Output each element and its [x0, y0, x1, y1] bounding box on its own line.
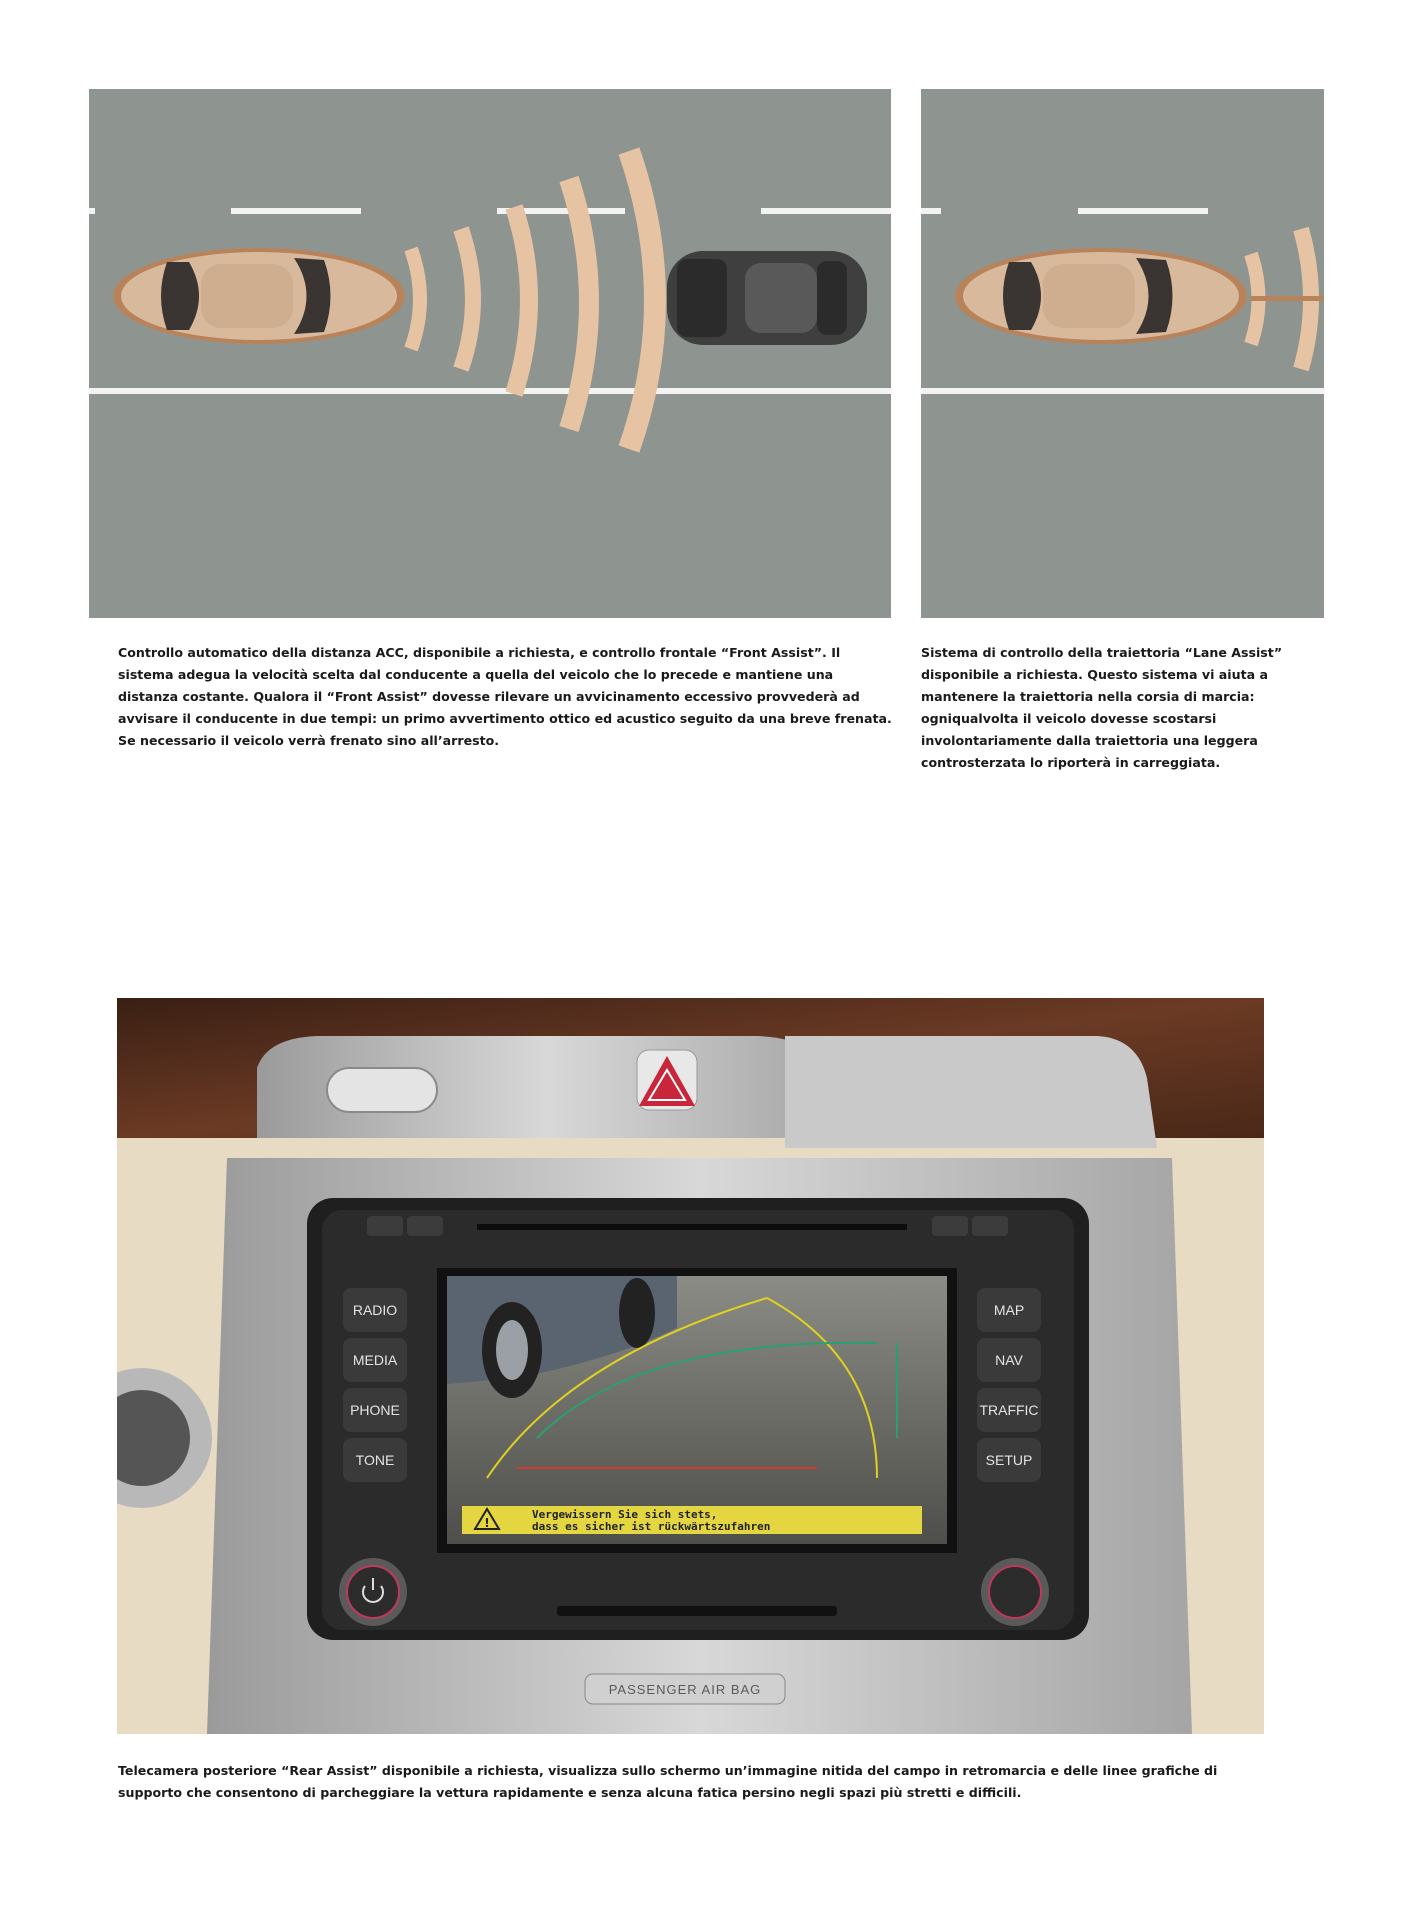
traffic-button: TRAFFIC [979, 1402, 1039, 1418]
rear-assist-photo [117, 998, 1264, 1734]
warning-line-1: Vergewissern Sie sich stets, [532, 1508, 718, 1521]
tone-button: TONE [355, 1452, 395, 1468]
setup-button: SETUP [985, 1452, 1033, 1468]
power-knob-icon [339, 1558, 407, 1626]
warning-line-2: dass es sicher ist rückwärtszufahren [532, 1520, 771, 1533]
front-assist-illustration [89, 89, 891, 618]
lead-car [667, 251, 867, 345]
media-button: MEDIA [352, 1352, 398, 1368]
airbag-label: PASSENGER AIR BAG [608, 1682, 762, 1697]
subject-car [113, 248, 405, 344]
volume-knob-icon [981, 1558, 1049, 1626]
radio-button: RADIO [352, 1302, 398, 1318]
hazard-icon [637, 1050, 697, 1110]
phone-button: PHONE [350, 1402, 400, 1418]
rear-assist-caption: Telecamera posteriore “Rear Assist” disponibile a richiesta, visualizza sullo schermo un’immagine nitida del campo in retromarcia e delle linee grafiche di supporto che consentono di parcheggiare la vettura rapidamente e senza alcuna fatica persino negli spazi più stretti e difficili. [118, 1763, 1218, 1800]
lane-assist-caption: Sistema di controllo della traiettoria “Lane Assist” disponibile a richiesta. Questo sistema vi aiuta a mantenere la traiettoria nella corsia di marcia: ogniqualvolta il veicolo dovesse scostarsi involontariamente dalla traiettoria una leggera controsterzata lo riporterà in carreggiata. [921, 645, 1283, 770]
lane-assist-illustration [921, 89, 1324, 618]
map-button: MAP [993, 1302, 1025, 1318]
front-assist-caption: Controllo automatico della distanza ACC, disponibile a richiesta, e controllo frontale “Front Assist”. Il sistema adegua la velocità scelta dal conducente a quella del veicolo che lo precede e mantiene una distanza costante. Qualora il “Front Assist” dovesse rilevare un avvicinamento eccessivo provvederà ad avvisare il conducente in due tempi: un primo avvertimento ottico ed acustico seguito da una breve frenata. Se necessario il veicolo verrà frenato sino all’arresto. [118, 645, 892, 748]
nav-button: NAV [995, 1352, 1023, 1368]
svg-text:!: ! [484, 1516, 490, 1530]
reverse-warning-bar [462, 1506, 922, 1534]
